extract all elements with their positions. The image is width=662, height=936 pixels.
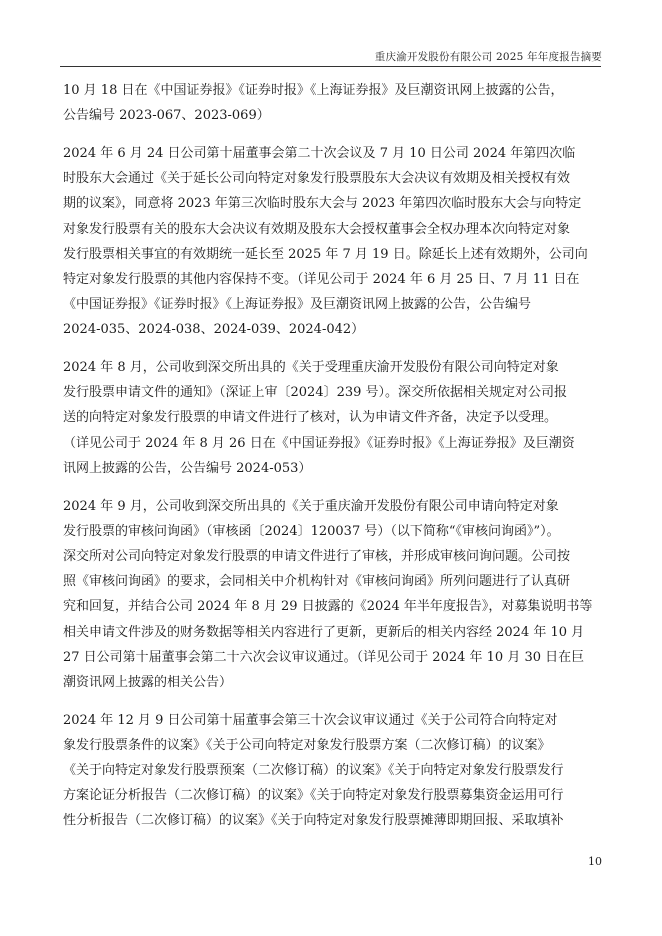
page-number: 10: [588, 855, 602, 868]
report-header-title: 重庆渝开发股份有限公司 2025 年年度报告摘要: [374, 51, 602, 63]
paragraph-inquiry-letter: 2024 年 9 月，公司收到深交所出具的《关于重庆渝开发股份有限公司申请向特定对象 发行股票的审核问询函》（审核函〔2024〕120037 号）（以下简称“《审核问询函》”）。 深交所对公司向特定对象发行股票的申请文件进行了审核，并形成审核问询问题。公司按 照《审核问询函》的要求，会同相关中介机构针对《审核问询函》所列问题进行了认真研 究和回复，并结合公司 2024 年 8 月 29 日披露的《2024 年半年度报告》，对募集说明书等 相关申请文件涉及的财务数据等相关内容进行了更新，更新后的相关内容经 2024 年 10 月 27 日公司第十届董事会第二十六次会议审议通过。（详见公司于 2024 年 10 月 30 日在巨 潮资讯网上披露的相关公告）: [63, 498, 593, 690]
paragraph-application-accepted: 2024 年 8 月，公司收到深交所出具的《关于受理重庆渝开发股份有限公司向特定对象 发行股票申请文件的通知》（深证上审〔2024〕239 号）。深交所依据相关规定对公司报 送的向特定对象发行股票的申请文件进行了核对，认为申请文件齐备，决定予以受理。 （详见公司于 2024 年 8 月 26 日在《中国证券报》《证券时报》《上海证券报》及巨潮资 讯网上披露的公告，公告编号 2024-053）: [63, 360, 575, 476]
document-body: [63, 78, 599, 846]
paragraph-continuation: 10 月 18 日在《中国证券报》《证券时报》《上海证券报》及巨潮资讯网上披露的公告， 公告编号 2023-067、2023-069）: [63, 83, 564, 124]
paragraph-resolution-extension: 2024 年 6 月 24 日公司第十届董事会第二十次会议及 7 月 10 日公司 2024 年第四次临 时股东大会通过《关于延长公司向特定对象发行股票股东大会决议有效期及相关授权有效 期的议案》，同意将 2023 年第三次临时股东大会与 2023 年第四次临时股东大会与向特定 对象发行股票有关的股东大会决议有效期及股东大会授权董事会全权办理本次向特定对象 发行股票相关事宜的有效期统一延长至 2025 年 7 月 19 日。除延长上述有效期外，公司向 特定对象发行股票的其他内容保持不变。（详见公司于 2024 年 6 月 25 日、7 月 11 日在 《中国证券报》《证券时报》《上海证券报》及巨潮资讯网上披露的公告，公告编号 2024-035、2024-038、2024-039、2024-042）: [63, 145, 588, 338]
paragraph-board-resolutions: 2024 年 12 月 9 日公司第十届董事会第三十次会议审议通过《关于公司符合向特定对 象发行股票条件的议案》《关于公司向特定对象发行股票方案（二次修订稿）的议案》 《关于向特定对象发行股票预案（二次修订稿）的议案》《关于向特定对象发行股票发行 方案论证分析报告（二次修订稿）的议案》《关于向特定对象发行股票募集资金运用可行 性分析报告（二次修订稿）的议案》《关于向特定对象发行股票摊薄即期回报、采取填补: [63, 712, 564, 829]
header-divider: [60, 66, 601, 67]
